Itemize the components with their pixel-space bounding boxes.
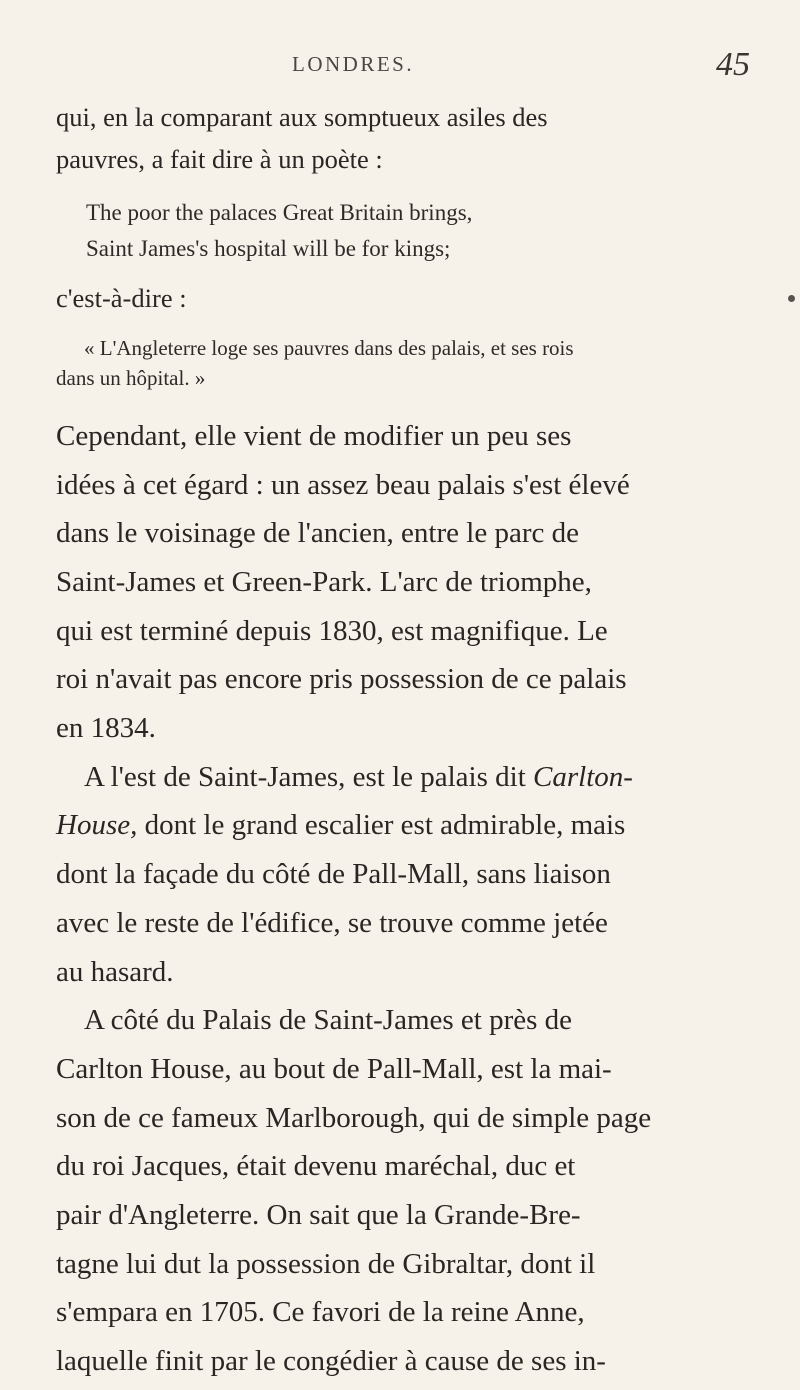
cependant-line-1: Cependant, elle vient de modifier un peu ses: [56, 420, 572, 452]
cependant-line-4: Saint-James et Green-Park. L'arc de triomphe,: [56, 566, 592, 598]
cependant-line-6: roi n'avait pas encore pris possession de ce palais: [56, 663, 627, 695]
translation-line-2: dans un hôpital. »: [56, 366, 206, 390]
intro-line-1: qui, en la comparant aux somptueux asiles des: [56, 102, 548, 132]
marlborough-line-8: laquelle finit par le congédier à cause de ses in-: [56, 1345, 606, 1377]
carlton-line-4: avec le reste de l'édifice, se trouve comme jetée: [56, 907, 608, 939]
carlton-line-2-text: dont le grand escalier est admirable, mais: [137, 809, 626, 841]
translation-line-1: « L'Angleterre loge ses pauvres dans des palais, et ses rois: [84, 336, 574, 360]
carlton-line-2: [56, 809, 625, 842]
carlton-line-5: au hasard.: [56, 956, 174, 988]
cependant-line-3: dans le voisinage de l'ancien, entre le parc de: [56, 517, 579, 549]
marlborough-line-2: Carlton House, au bout de Pall-Mall, est la mai-: [56, 1053, 612, 1085]
cependant-line-2: idées à cet égard : un assez beau palais s'est élevé: [56, 469, 630, 501]
marlborough-line-6: tagne lui dut la possession de Gibraltar, dont il: [56, 1248, 596, 1280]
cependant-line-7: en 1834.: [56, 712, 156, 744]
cependant-line-5: qui est terminé depuis 1830, est magnifique. Le: [56, 615, 608, 647]
carlton-house-italic-2: House,: [56, 809, 138, 841]
marlborough-line-3: son de ce fameux Marlborough, qui de simple page: [56, 1102, 652, 1134]
marlborough-line-1: A côté du Palais de Saint-James et près de: [84, 1004, 573, 1036]
page-header: [0, 46, 800, 92]
verse-line-1: The poor the palaces Great Britain brings,: [86, 200, 473, 225]
carlton-line-1: [84, 761, 633, 794]
carlton-house-italic-1: Carlton-: [533, 761, 633, 793]
running-head: LONDRES.: [292, 52, 415, 76]
ink-dot: [788, 295, 795, 302]
marlborough-line-5: pair d'Angleterre. On sait que la Grande-Bre-: [56, 1199, 581, 1231]
cest-a-dire: c'est-à-dire :: [56, 283, 187, 313]
carlton-line-3: dont la façade du côté de Pall-Mall, sans liaison: [56, 858, 611, 890]
intro-line-2: pauvres, a fait dire à un poète :: [56, 144, 383, 174]
page-number: 45: [716, 46, 750, 83]
verse-line-2: Saint James's hospital will be for kings;: [86, 236, 451, 261]
marlborough-line-4: du roi Jacques, était devenu maréchal, duc et: [56, 1150, 576, 1182]
carlton-line-1-text: A l'est de Saint-James, est le palais dit: [84, 761, 534, 793]
marlborough-line-7: s'empara en 1705. Ce favori de la reine Anne,: [56, 1296, 585, 1328]
